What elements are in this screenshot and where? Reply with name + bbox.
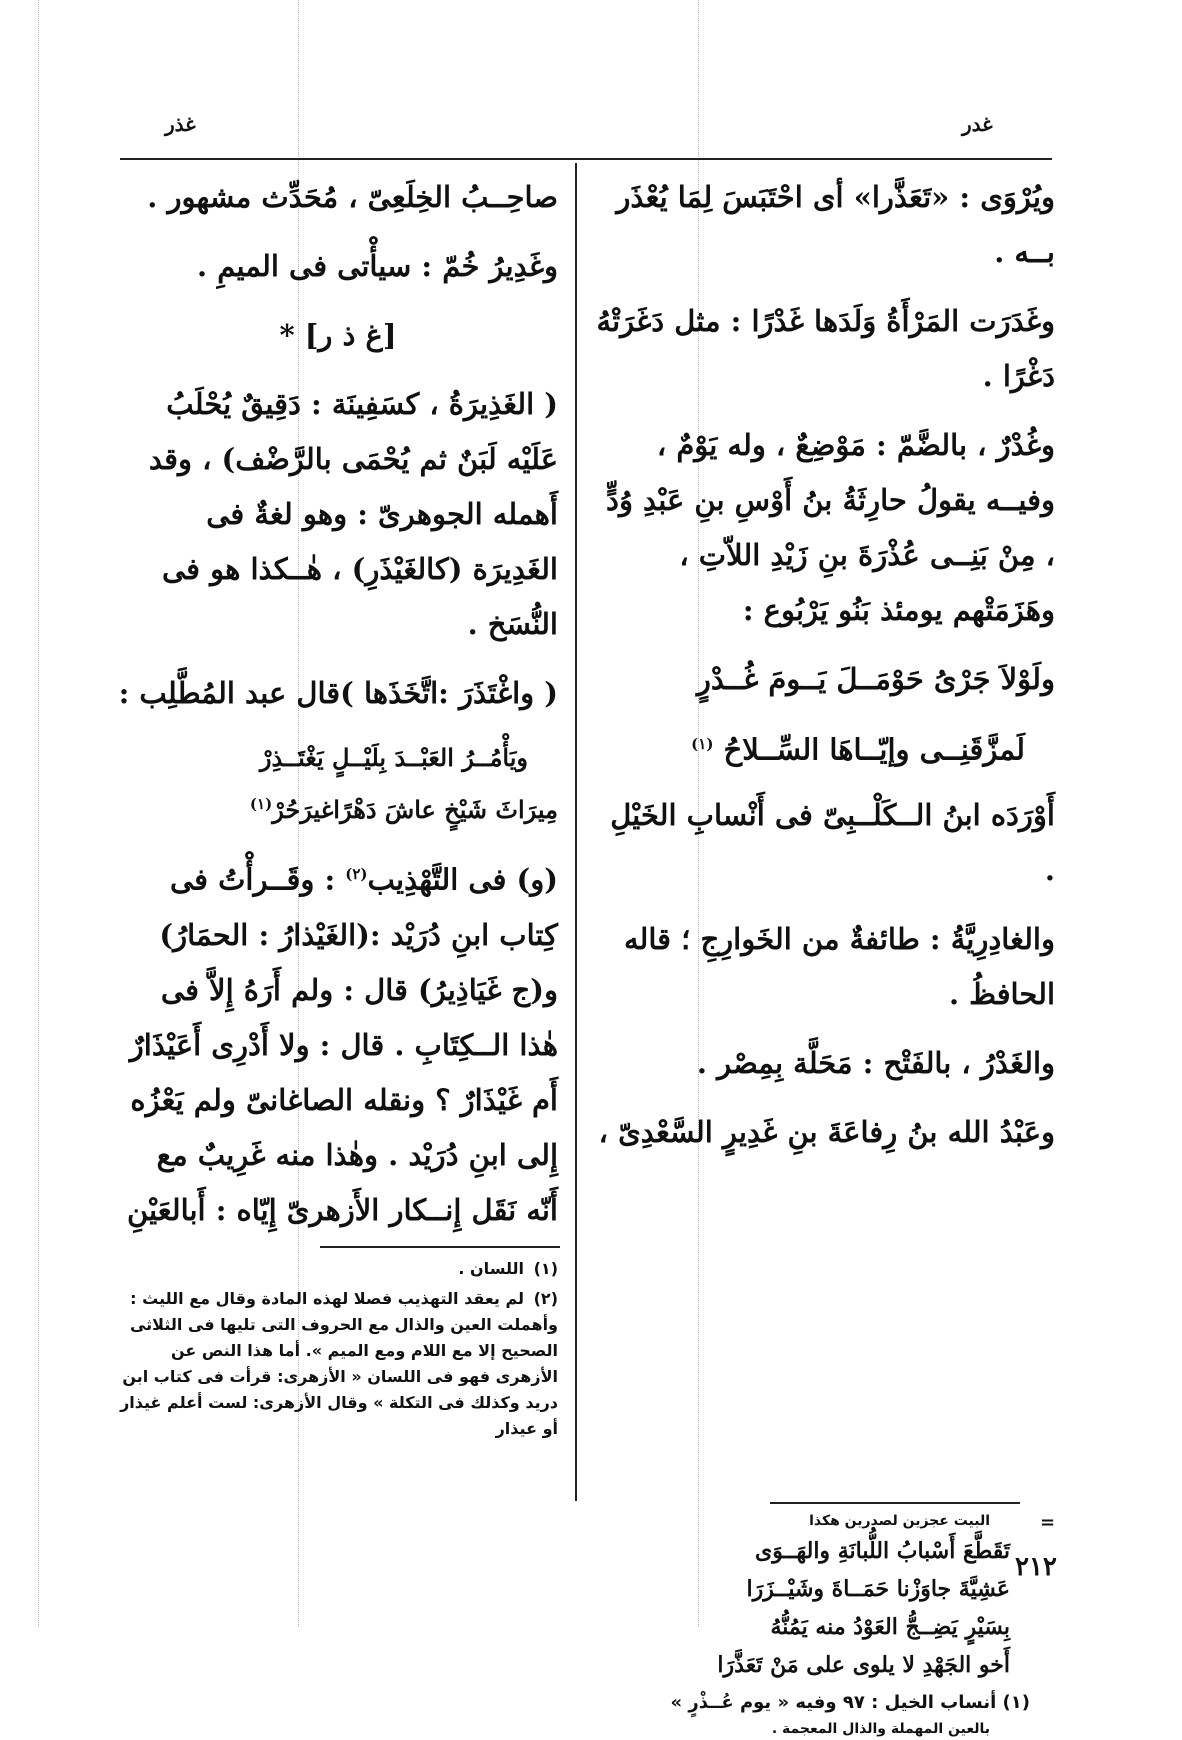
verse-line: [118, 781, 558, 833]
text-run: (و) فى التَّهْذِيب: [367, 862, 558, 897]
entry-paragraph: وغَدِيرُ خُمّ : سيأْتى فى الميمِ .: [197, 249, 558, 283]
footnote-verse: أَخو الجَهْدِ لا يلوى على مَنْ تَعَذَّرَا: [717, 1652, 1010, 1678]
entry-paragraph: [118, 847, 558, 1238]
footnote-marker: (١): [249, 795, 273, 813]
footnotes-left: [118, 1256, 558, 1446]
footnote-rule-left: [320, 1246, 560, 1248]
footnote-verse: عَشِيَّةَ جاوَزْنا حَمَــاةَ وشَيْــزَرَا: [746, 1576, 1010, 1602]
footnote-marker: (٢): [345, 865, 368, 883]
entry-paragraph: والغَدْرُ ، بالفَتْح : مَحَلَّة بِمِصْر .: [696, 1045, 1055, 1080]
right-column: [595, 170, 1055, 1174]
header-word-right: غدر: [962, 112, 993, 136]
verse-line: [595, 717, 1055, 778]
scan-artifact-line: [38, 0, 39, 1627]
entry-paragraph: أَوْرَدَه ابنُ الــكَلْــبِىّ فى أَنْسابِ الخَيْلِ .: [610, 797, 1055, 887]
column-divider: [575, 163, 577, 1501]
footnote-rule-right: [770, 1502, 1020, 1504]
footnotes-right: [600, 1510, 1030, 1740]
verse-text: مِيرَاثَ شَيْخٍ عاشَ دَهْرًاغيرَحُرْ: [272, 795, 558, 824]
footnote-number: (٢): [533, 1289, 558, 1308]
left-column: [118, 170, 558, 1252]
footnote: بالعين المهملة والذال المعجمة .: [771, 1721, 990, 1737]
verse-line: ولَوْلاَ جَرْىُ حَوْمَــلَ يَــومَ غُــدْرٍ: [696, 662, 1055, 696]
footnote-verse: بِسَيْرٍ يَضِــجُّ العَوْدُ منه يَمُنُّهُ: [770, 1614, 1010, 1640]
footnote-text: لم يعقد التهذيب فصلا لهذه المادة وقال مع الليث : وأهملت العين والذال مع الحروف التى تليها فى الثلاثى الصحيح إلا مع اللام ومع الميم ». أما هذا النص عن الأزهرى فهو فى اللسان « الأزهرى: قرأت فى كتاب ابن دريد وكذلك فى التكلة » وقال الأزهرى: لست أعلم غيذار أو عيذار: [120, 1289, 558, 1438]
page-number: ٢١٢: [1015, 1552, 1057, 1582]
header-rule: [120, 158, 1052, 160]
verse-text: لَمزَّقَنِــى وإيّــاهَا السِّــلاحُ: [723, 732, 1025, 767]
footnote: [118, 1286, 558, 1442]
entry-paragraph: وغُدْرٌ ، بالضَّمّ : مَوْضِعٌ ، وله يَوْمٌ ، وفيــه يقولُ حارِثَةُ بنُ أَوْسِ بنِ عَبْدِ وُدٍّ ، مِنْ بَنِــى عُذْرَةَ بنِ زَيْدِ اللاّتِ ، وهَزَمَتْهم يومئذ بَنُو يَرْبُوع :: [606, 428, 1055, 627]
text-run: : وقَــرأْتُ فى كِتاب ابنِ دُرَيْد :(الغَيْذارُ : الحمَارُ) و(ج غَيَاذِيرُ) قال : ولم أَرَهُ إِلاَّ فى هٰذا الــكِتَابِ . قال : ولا أَدْرِى أَعَيْذَارٌ أَم غَيْذَارٌ ؟ ونقله الصاغانىّ ولم يَعْزُه إِلى ابنِ دُرَيْد . وهٰذا منه غَرِيبٌ مع أَنّه نَقَل إِنــكار الأَزهرىّ إِيّاه : أَبالعَيْنِ: [126, 862, 558, 1227]
footnote: [118, 1256, 558, 1282]
entry-paragraph: وعَبْدُ الله بنُ رِفاعَةَ بنِ غَدِيرٍ السَّعْدِىّ ،: [598, 1114, 1055, 1149]
entry-paragraph: والغادِرِيَّةُ : طائفةٌ من الخَوارِجِ ؛ قاله الحافظُ .: [623, 921, 1055, 1011]
entry-paragraph: ( واغْتَذَرَ :اتَّخَذَها )قال عبد المُطَّلِب :: [118, 676, 558, 710]
continuation-mark: =: [1040, 1512, 1056, 1533]
entry-paragraph: وغَدَرَت المَرْأَةُ وَلَدَها غَدْرًا : مثل دَغَرَتْهُ دَغْرًا .: [596, 304, 1055, 393]
footnote-number: (١): [533, 1259, 558, 1278]
header-word-left: غذر: [165, 112, 196, 136]
footnote-text: اللسان .: [458, 1259, 524, 1278]
footnote-marker: (١): [691, 735, 714, 753]
verse-line: ويَأْمُــرُ العَبْــدَ بِلَيْــلٍ يَغْتَــذِرْ: [259, 743, 528, 772]
footnote-verse: تَقَطَّعَ أَسْبابُ اللُّبانَةِ والهَــوَى: [755, 1538, 1010, 1564]
entry-paragraph: ( الغَذِيرَةُ ، كسَفِينَة : دَقِيقٌ يُحْلَبُ عَلَيْه لَبَنٌ ثم يُحْمَى بالرَّضْف) ، وقد أَهمله الجوهرىّ : وهو لغةٌ فى الغَدِيرَة (كالغَيْذَرِ) ، هٰــكذا هو فى النُّسَخ .: [148, 387, 558, 641]
entry-paragraph: ويُرْوَى : «تَعَذَّرا» أى احْتَبَسَ لِمَا يُعْذَر بــه .: [616, 180, 1055, 269]
entry-paragraph: صاحِــبُ الخِلَعِىّ ، مُحَدِّث مشهور .: [147, 180, 558, 214]
footnote: (١) أنساب الخيل : ٩٧ وفيه « يوم عُــذْرٍ »: [670, 1692, 1030, 1713]
entry-heading: [غ ذ ر] *: [279, 318, 397, 352]
footnote-intro: البيت عجزين لصدرين هكذا: [809, 1513, 990, 1529]
